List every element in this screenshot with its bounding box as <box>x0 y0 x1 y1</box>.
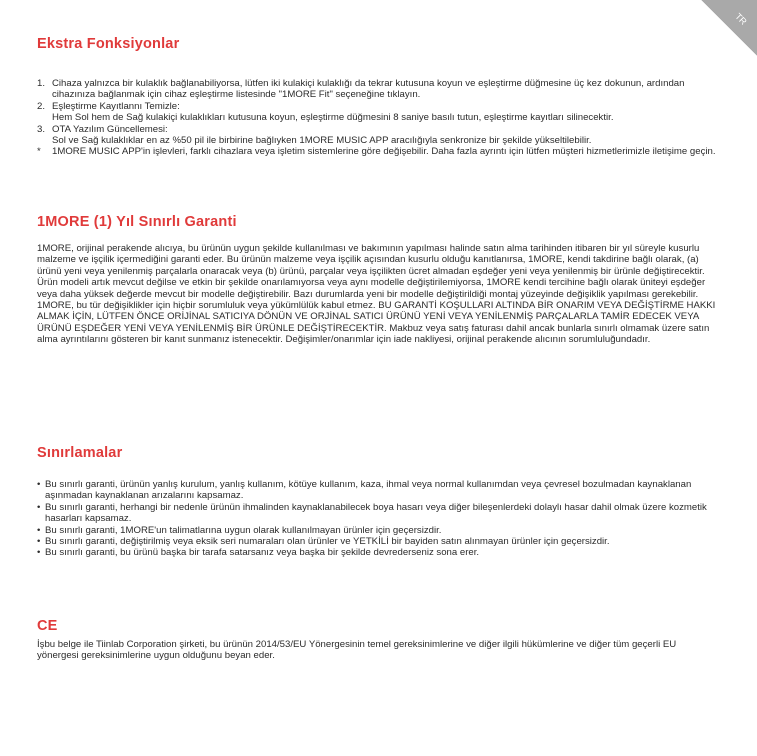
list-item: • Bu sınırlı garanti, ürünün yanlış kurulum, yanlış kullanım, kötüye kullanım, kaza, ihmal veya normal kullanımdan veya çevresel bozulmadan kaynaklanan aşınmadan kaynaklanan arızalarını kapsamaz. <box>37 479 717 502</box>
ce-body: İşbu belge ile Tiinlab Corporation şirketi, bu ürünün 2014/53/EU Yönergesinin temel gereksinimlerine ve diğer ilgili hükümlerine ve diğer tüm geçerli EU yönergesi gereksinimlerine uygun olduğunu beyan eder. <box>37 639 677 662</box>
limitations-section <box>37 445 717 559</box>
app-note <box>37 146 717 157</box>
limitations-list <box>37 479 717 559</box>
warranty-section <box>37 214 717 346</box>
list-item: • Bu sınırlı garanti, değiştirilmiş veya eksik seri numaraları olan ürünler ve YETKİLİ bir bayiden satın alınmayan ürünler için geçersizdir. <box>37 536 717 547</box>
extra-functions-heading: Ekstra Fonksiyonlar <box>37 36 180 52</box>
item-number: 1. <box>37 78 46 89</box>
ce-section <box>37 618 717 662</box>
list-item <box>37 124 717 147</box>
ce-heading: CE <box>37 618 58 634</box>
item-text: Eşleştirme Kayıtlannı Temizle: <box>52 100 180 112</box>
note-text: 1MORE MUSIC APP'in işlevleri, farklı cihazlara veya işletim sistemlerine göre değişebilir. Daha fazla ayrıntı için lütfen müşteri hizmetlerimizle iletişime geçin. <box>52 146 716 158</box>
item-number: 3. <box>37 123 46 135</box>
list-item <box>37 78 717 101</box>
item-number: 2. <box>37 100 46 112</box>
warranty-heading: 1MORE (1) Yıl Sınırlı Garanti <box>37 214 237 230</box>
warranty-body: 1MORE, orijinal perakende alıcıya, bu ürünün uygun şekilde kullanılması ve bakımının yapılması halinde satın alma tarihinden itibaren bir yıl süreyle kusurlu malzeme ve işçilik içermediğini garanti eder. Bu ürünün malzeme veya işçilik açısından kusurlu olduğu kanıtlanırsa, 1MORE, kendi takdirine bağlı olarak, (a) ürünü yeni veya yenilenmiş parçalarla onaracak veya (b) ürünü, parçalar veya işçilikten ücret almadan eşdeğer yeni veya yenilenmiş bir ürünle değiştirecektir. Ürün modeli artık mevcut değilse ve etkin bir şekilde onarılamıyorsa veya aynı modelle değiştirilemiyorsa, 1MORE kendi tercihine bağlı olarak üniteyi eşdeğer veya daha yüksek değerde mevcut bir modelle değiştirebilir. Bazı durumlarda yeni bir modelle değiştirildiği montaj yüzeyinde değişiklik yapılması gerekebilir. 1MORE, bu tür değişiklikler için hiçbir sorumluluk veya yükümlülük kabul etmez. BU GARANTİ KOŞULLARI ALTINDA BİR ONARIM VEYA DEĞİŞTİRME HAKKI ALMAK İÇİN, LÜTFEN ÖNCE ORİJİNAL SATICIYA DÖNÜN VE ORJİNAL SATICI ÜRÜNÜ YENİ VEYA YENİLENMİŞ PARÇALARLA TAMİR EDECEK VEYA ÜRÜNÜ EŞDEĞER YENİ VEYA YENİLENMİŞ BİR ÜRÜNLE DEĞİŞTİRECEKTİR. Makbuz veya satış faturası dahil ancak bunlarla sınırlı olmamak üzere satın alma ayrıntılarını gösteren bir kanıt sunmanız istenecektir. Değişimler/onarımlar için iade nakliyesi, orijinal perakende alıcının sorumluluğundadır. <box>37 243 716 346</box>
item-text: Cihaza yalnızca bir kulaklık bağlanabiliyorsa, lütfen iki kulakiçi kulaklığı da tekrar kutusuna koyun ve eşleştirme düğmesine üç kez dokunun, ardından cihazınıza bağlanmak için cihaz eşleştirme listesinde "1MORE Fit" seçeneğine tıklayın. <box>52 78 685 101</box>
item-text: OTA Yazılım Güncellemesi: <box>52 123 168 135</box>
item-subtext: Sol ve Sağ kulaklıklar en az %50 pil ile birbirine bağlıyken 1MORE MUSIC APP aracılığıyla senkronize bir şekilde yükseltilebilir. <box>52 135 592 147</box>
language-code: TR <box>733 11 749 27</box>
list-item: • Bu sınırlı garanti, herhangi bir nedenle ürünün ihmalinden kaynaklanabilecek boya hasarı veya diğer bileşenlerdeki dolaylı hasar dahil olmak üzere kozmetik hasarları kapsamaz. <box>37 502 717 525</box>
limitations-heading: Sınırlamalar <box>37 445 123 461</box>
extra-functions-section <box>37 36 717 158</box>
extra-functions-list <box>37 78 717 146</box>
list-item: • Bu sınırlı garanti, bu ürünü başka bir tarafa satarsanız veya başka bir şekilde devrederseniz sona erer. <box>37 547 717 558</box>
item-subtext: Hem Sol hem de Sağ kulakiçi kulaklıkları kutusuna koyun, eşleştirme düğmesini 8 saniye basılı tutun, eşleştirme kayıtları silinecektir. <box>52 112 614 124</box>
list-item <box>37 101 717 124</box>
note-asterisk: * <box>37 146 41 158</box>
list-item: • Bu sınırlı garanti, 1MORE'un talimatlarına uygun olarak kullanılmayan ürünler için geçersizdir. <box>37 525 717 536</box>
